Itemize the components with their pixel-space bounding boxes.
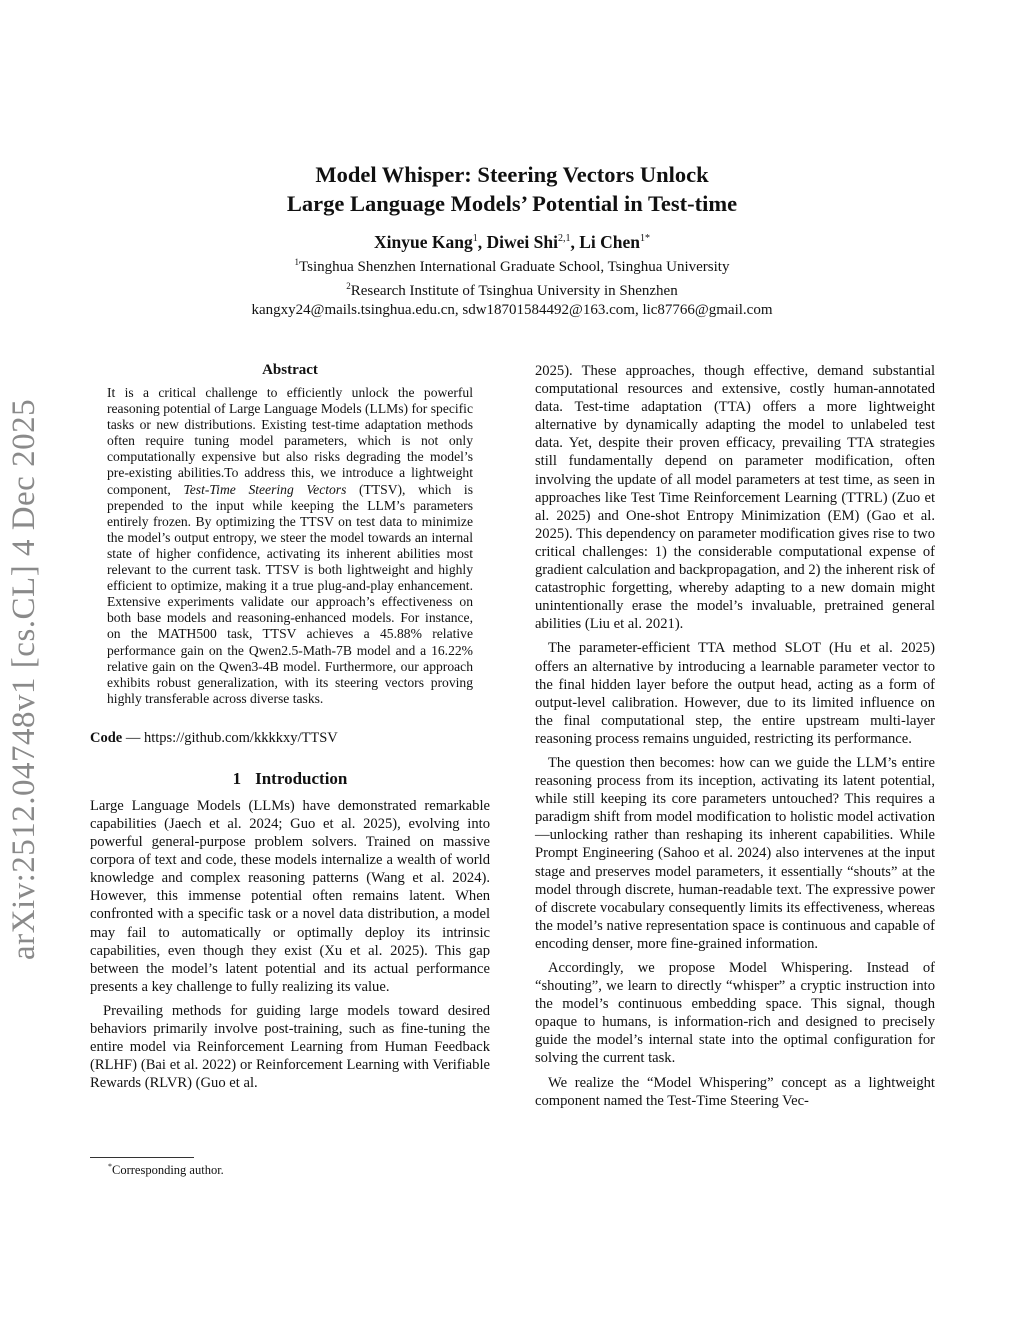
paper-title bbox=[150, 160, 874, 218]
paragraph: Large Language Models (LLMs) have demonstrated remarkable capabilities (Jaech et al. 2024; Guo et al. 2025), evolving into powerful general-purpose problem solvers. Trained on massive corpora of text and code, these models internalize a wealth of world knowledge and complex reasoning patterns (Wang et al. 2024). However, this immense potential often remains latent. When confronted with a specific task or a novel data distribution, a model may fail to automatically or optimally deploy its intrinsic capabilities, even though they exist (Xu et al. 2025). This gap between the model’s latent potential and its actual performance presents a key challenge to fully realizing its value. bbox=[90, 797, 490, 995]
left-column bbox=[90, 362, 490, 1092]
paragraph: Accordingly, we propose Model Whispering. Instead of “shouting”, we learn to directly “whisper” a cryptic instruction into the model’s continuous embedding space. This signal, though opaque to humans, is information-rich and designed to precisely guide the model’s internal state into the optimal configuration for solving the current task. bbox=[535, 960, 935, 1067]
footnote-divider bbox=[90, 1157, 194, 1158]
title-line-2: Large Language Models’ Potential in Test-time bbox=[286, 191, 738, 216]
author-list: Xinyue Kang$^1$, Diwei Shi$^{2,1}$, Li Chen$^{1*}$ bbox=[374, 232, 650, 252]
section-heading-introduction bbox=[90, 769, 490, 789]
author-affil-mark: 1* bbox=[639, 233, 650, 245]
author-name: Li Chen bbox=[579, 232, 640, 252]
paragraph: We realize the “Model Whispering” concept as a lightweight component named the Test-Time Steering Vec- bbox=[535, 1074, 935, 1109]
affiliation: $^2$Research Institute of Tsinghua University in Shenzhen bbox=[346, 281, 678, 299]
abstract-emphasis: Test-Time Steering Vectors bbox=[183, 481, 347, 497]
paragraph: 2025). These approaches, though effective, demand substantial computational resources and extensive, costly human-annotated data. Test-time adaptation (TTA) offers a more lightweight alternative by dynamically adapting the model to unlabeled test data. Yet, despite their proven efficacy, prevailing TTA strategies still fundamentally depend on parameter modification, often involving the update of all model parameters at test time, as seen in approaches like Test Time Reinforcement Learning (TTRL) (Zuo et al. 2025) and One-shot Entropy Minimization (EM) (Gao et al. 2025). This dependency on parameter modification gives rise to two critical challenges: 1) the considerable computational expense of gradient calculation and backpropagation, and 2) the inherent risk of catastrophic forgetting, whereby adapting to a new domain might unintentionally erase the model’s invaluable, pretrained general abilities (Liu et al. 2021). bbox=[535, 363, 935, 633]
paragraph: Prevailing methods for guiding large models toward desired behaviors primarily involve post-training, such as fine-tuning the entire model via Reinforcement Learning from Human Feedback (RLHF) (Bai et al. 2022) or Reinforcement Learning with Verifiable Rewards (RLVR) (Guo et al. bbox=[90, 1002, 490, 1092]
author-affil-mark: 2,1 bbox=[557, 233, 571, 245]
footnote: *Corresponding author. bbox=[108, 1162, 224, 1178]
author-affil-mark: 1 bbox=[472, 233, 478, 245]
paragraph: The question then becomes: how can we guide the LLM’s entire reasoning process from its inception, activating its latent potential, while still keeping its core parameters untouched? This requires a paradigm shift from model modification to holistic model activation—unlocking rather than reshaping its inherent capabilities. While Prompt Engineering (Sahoo et al. 2024) also intervenes at the input stage and preserves model parameters, it essentially “shouts” at the model through discrete, human-readable text. The expressive power of discrete vocabulary consequently limits its effectiveness, whereas the model’s native representation space is continuous and capable of encoding denser, more fine-grained information. bbox=[535, 754, 935, 952]
paper-header bbox=[150, 160, 874, 320]
section-title: Introduction bbox=[255, 768, 348, 788]
paragraph: The parameter-efficient TTA method SLOT (Hu et al. 2025) offers an alternative by introducing a learnable parameter vector to the final hidden layer before the output head, acting as a form of output-level calibration. However, due to its limited influence on the final computational step, the entire upstream multi-layer reasoning process remains unguided, restricting its performance. bbox=[535, 640, 935, 747]
author-name: Xinyue Kang bbox=[374, 232, 473, 252]
code-line: Code — https://github.com/kkkkxy/TTSV bbox=[90, 729, 338, 746]
code-label: Code bbox=[90, 729, 123, 746]
author-emails: kangxy24@mails.tsinghua.edu.cn, sdw18701584492@163.com, lic87766@gmail.com bbox=[251, 302, 773, 318]
right-column bbox=[535, 362, 935, 1110]
section-number: 1 bbox=[232, 768, 242, 788]
abstract-heading: Abstract bbox=[262, 362, 318, 378]
arxiv-identifier-stamp: arXiv:2512.04748v1 [cs.CL] 4 Dec 2025 bbox=[6, 398, 42, 960]
title-line-1: Model Whisper: Steering Vectors Unlock bbox=[315, 162, 709, 187]
abstract-text: It is a critical challenge to efficiently unlock the powerful reasoning potential of Large Language Models (LLMs) for specific tasks or new distributions. Existing test-time adaptation methods often require tuning model parameters, which is not only computationally expensive but also risks degrading the model’s pre-existing abilities.To address this, we introduce a lightweight component, Test-Time Steering Vectors (TTSV), which is prepended to the input while keeping the LLM’s parameters entirely frozen. By optimizing the TTSV on test data to minimize the model’s output entropy, we steer the model towards an internal state of higher confidence, activating its inherent abilities most relevant to the current task. TTSV is both lightweight and highly efficient to optimize, making it a true plug-and-play enhancement. Extensive experiments validate our approach’s effectiveness on both base models and reasoning-enhanced models. For instance, on the MATH500 task, TTSV achieves a 45.88% relative performance gain on the Qwen2.5-Math-7B model and a 16.22% relative gain on the Qwen3-4B model. Furthermore, our approach exhibits robust generalization, with its steering vectors proving highly transferable across diverse tasks. bbox=[107, 385, 473, 706]
author-name: Diwei Shi bbox=[486, 232, 558, 252]
code-link[interactable]: https://github.com/kkkkxy/TTSV bbox=[143, 729, 338, 746]
affiliation: $^1$Tsinghua Shenzhen International Graduate School, Tsinghua University bbox=[294, 257, 730, 275]
